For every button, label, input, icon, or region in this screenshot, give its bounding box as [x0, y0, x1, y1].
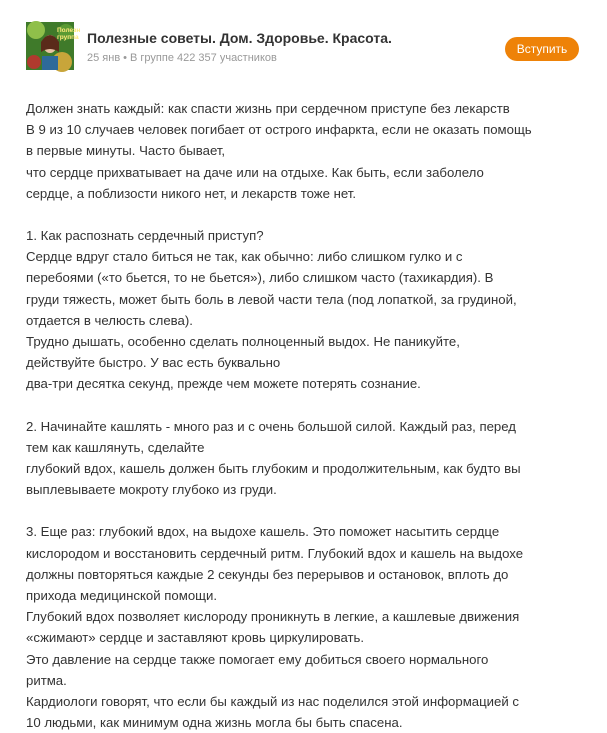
avatar-text-line2: группа [57, 34, 79, 41]
post-line: должны повторяться каждые 2 секунды без перерывов и остановок, вплоть до [26, 566, 509, 582]
paragraph-gap [26, 204, 586, 225]
post-line: Сердце вдруг стало биться не так, как обычно: либо слишком гулко и с [26, 249, 463, 265]
post-paragraph-step3 [26, 521, 586, 733]
post-line: прихода медицинской помощи. [26, 588, 218, 604]
post-line: тем как кашлянуть, сделайте [26, 439, 205, 455]
post-body [26, 98, 586, 733]
post-meta [87, 52, 277, 64]
post-line: груди тяжесть, может быть боль в левой части тела (под лопаткой, за грудиной, [26, 291, 517, 307]
post-line: отдается в челюсть слева). [26, 312, 193, 328]
post-line: выплевываете мокроту глубоко из груди. [26, 482, 277, 498]
post-line: Трудно дышать, особенно сделать полноценный выдох. Не паникуйте, [26, 334, 460, 350]
post-line: 3. Еще раз: глубокий вдох, на выдохе кашель. Это поможет насытить сердце [26, 524, 500, 540]
post-paragraph-intro [26, 98, 586, 204]
post-line: действуйте быстро. У вас есть буквально [26, 355, 281, 371]
post-line: Это давление на сердце также помогает ему добиться своего нормального [26, 651, 489, 667]
post-paragraph-step1 [26, 225, 586, 395]
post-paragraph-step2 [26, 416, 586, 501]
post-line: два-три десятка секунд, прежде чем можете потерять сознание. [26, 376, 421, 392]
post-line: Глубокий вдох позволяет кислороду проникнуть в легкие, а кашлевые движения [26, 609, 520, 625]
group-name-link[interactable]: Полезные советы. Дом. Здоровье. Красота. [87, 30, 392, 46]
post-line: «сжимают» сердце и заставляют кровь циркулировать. [26, 630, 365, 646]
post-line: в первые минуты. Часто бывает, [26, 143, 226, 159]
post-line: сердце, а поблизости никого нет, и лекарств тоже нет. [26, 185, 357, 201]
group-members-count: В группе 422 357 участников [130, 52, 277, 64]
post-line: В 9 из 10 случаев человек погибает от острого инфаркта, если не оказать помощь [26, 122, 532, 138]
post-line: 2. Начинайте кашлять - много раз и с очень большой силой. Каждый раз, перед [26, 418, 516, 434]
join-group-button[interactable]: Вступить [505, 37, 579, 61]
group-avatar-image [26, 22, 81, 70]
post-line: что сердце прихватывает на даче или на отдыхе. Как быть, если заболело [26, 164, 484, 180]
post-header [0, 0, 607, 80]
paragraph-gap [26, 500, 586, 521]
post-line: глубокий вдох, кашель должен быть глубоким и продолжительным, как будто вы [26, 461, 521, 477]
post-line: Кардиологи говорят, что если бы каждый из нас поделился этой информацией с [26, 694, 520, 710]
post-line: ритма. [26, 672, 67, 688]
post-line: перебоями («то бьется, то не бьется»), либо слишком часто (тахикардия). В [26, 270, 494, 286]
post-line: 1. Как распознать сердечный приступ? [26, 228, 264, 244]
post-line: 10 людьми, как минимум одна жизнь могла бы быть спасена. [26, 715, 403, 731]
paragraph-gap [26, 395, 586, 416]
group-avatar[interactable] [26, 22, 81, 70]
post-line: кислородом и восстановить сердечный ритм. Глубокий вдох и кашель на выдохе [26, 545, 524, 561]
post-line: Должен знать каждый: как спасти жизнь при сердечном приступе без лекарств [26, 101, 510, 116]
avatar-text-line1: Полезн [57, 27, 81, 34]
post-date[interactable]: 25 янв [87, 52, 121, 64]
meta-separator: • [123, 52, 128, 64]
